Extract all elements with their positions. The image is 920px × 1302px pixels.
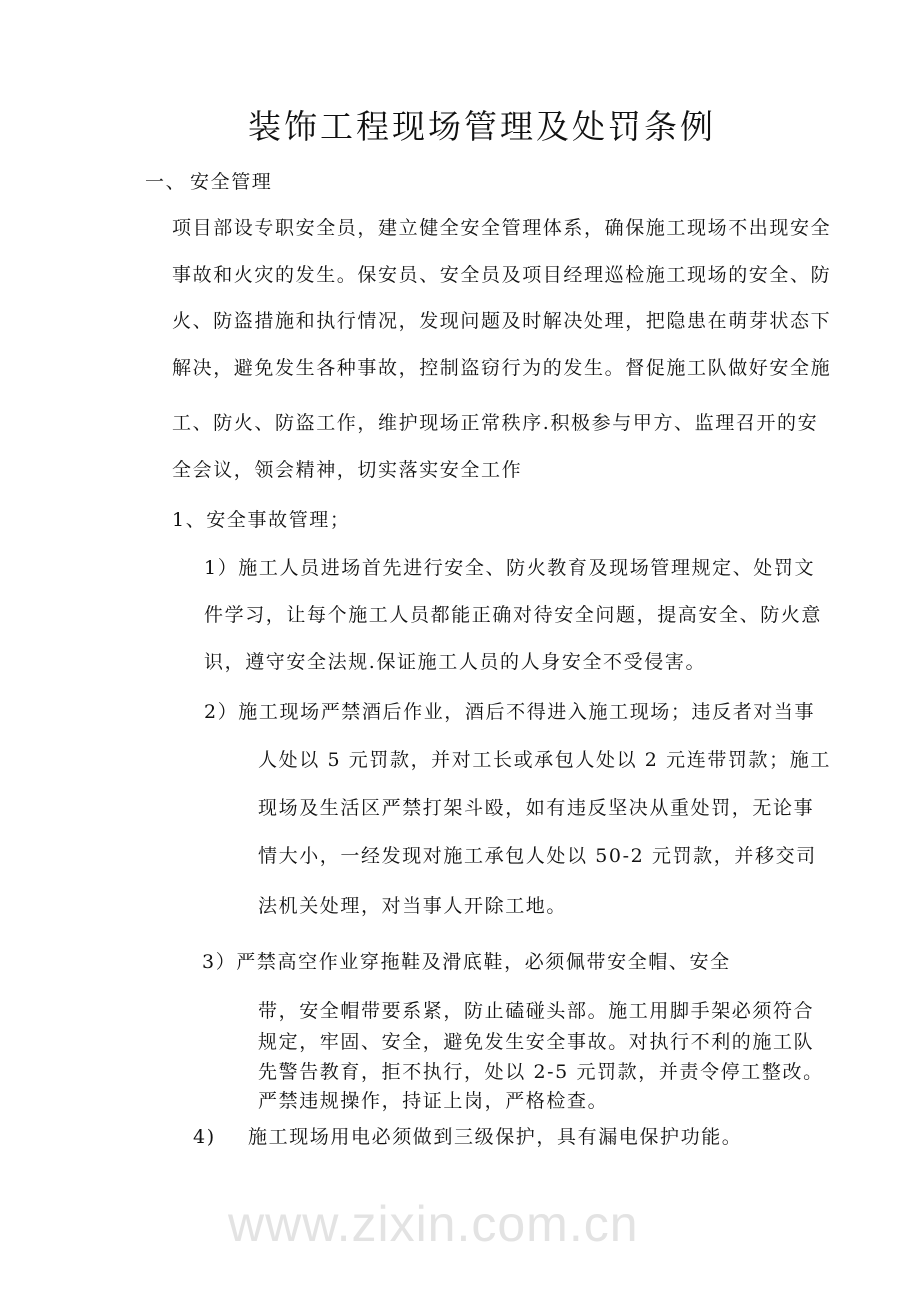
item1-line: 1）施工人员进场首先进行安全、防火教育及现场管理规定、处罚文 [204, 557, 816, 579]
item3-line: 带，安全帽带要系紧，防止磕碰头部。施工用脚手架必须符合 [258, 1000, 815, 1022]
item2-line: 现场及生活区严禁打架斗殴，如有违反坚决从重处罚，无论事 [258, 797, 815, 819]
section-heading: 安全管理 [190, 171, 273, 193]
paragraph-line: 工、防火、防盗工作，维护现场正常秩序.积极参与甲方、监理召开的安 [172, 412, 819, 434]
item1-line: 识，遵守安全法规.保证施工人员的人身安全不受侵害。 [204, 651, 707, 673]
item4-text: 施工现场用电必须做到三级保护，具有漏电保护功能。 [248, 1126, 743, 1148]
paragraph-line: 解决，避免发生各种事故，控制盗窃行为的发生。督促施工队做好安全施 [172, 357, 832, 379]
item2-line: 法机关处理，对当事人开除工地。 [258, 895, 568, 917]
document-title: 装饰工程现场管理及处罚条例 [248, 107, 716, 146]
item3-line: 3）严禁高空作业穿拖鞋及滑底鞋，必须佩带安全帽、安全 [202, 951, 731, 973]
paragraph-line: 事故和火灾的发生。保安员、安全员及项目经理巡检施工现场的安全、防 [172, 264, 832, 286]
watermark: www.zixin.com.cn [228, 1196, 639, 1252]
item2-line: 人处以 5 元罚款，并对工长或承包人处以 2 元连带罚款；施工 [258, 749, 831, 771]
section-number: 一、 [145, 171, 187, 193]
item3-line: 严禁违规操作，持证上岗，严格检查。 [258, 1090, 609, 1112]
item1-line: 件学习，让每个施工人员都能正确对待安全问题，提高安全、防火意 [204, 604, 823, 626]
paragraph-line: 全会议，领会精神，切实落实安全工作 [172, 459, 523, 481]
paragraph-line: 项目部设专职安全员，建立健全安全管理体系，确保施工现场不出现安全 [172, 217, 832, 239]
item3-line: 规定，牢固、安全，避免发生安全事故。对执行不利的施工队 [258, 1031, 815, 1053]
paragraph-line: 火、防盗措施和执行情况，发现问题及时解决处理，把隐患在萌芽状态下 [172, 310, 832, 332]
item4-number: 4) [193, 1126, 216, 1148]
item2-line: 情大小，一经发现对施工承包人处以 50-2 元罚款，并移交司 [258, 845, 817, 867]
item2-line: 2）施工现场严禁酒后作业，酒后不得进入施工现场；违反者对当事 [204, 701, 816, 723]
item3-line: 先警告教育，拒不执行，处以 2-5 元罚款，并责令停工整改。 [258, 1061, 824, 1083]
subsection-heading: 1、安全事故管理； [172, 509, 351, 531]
